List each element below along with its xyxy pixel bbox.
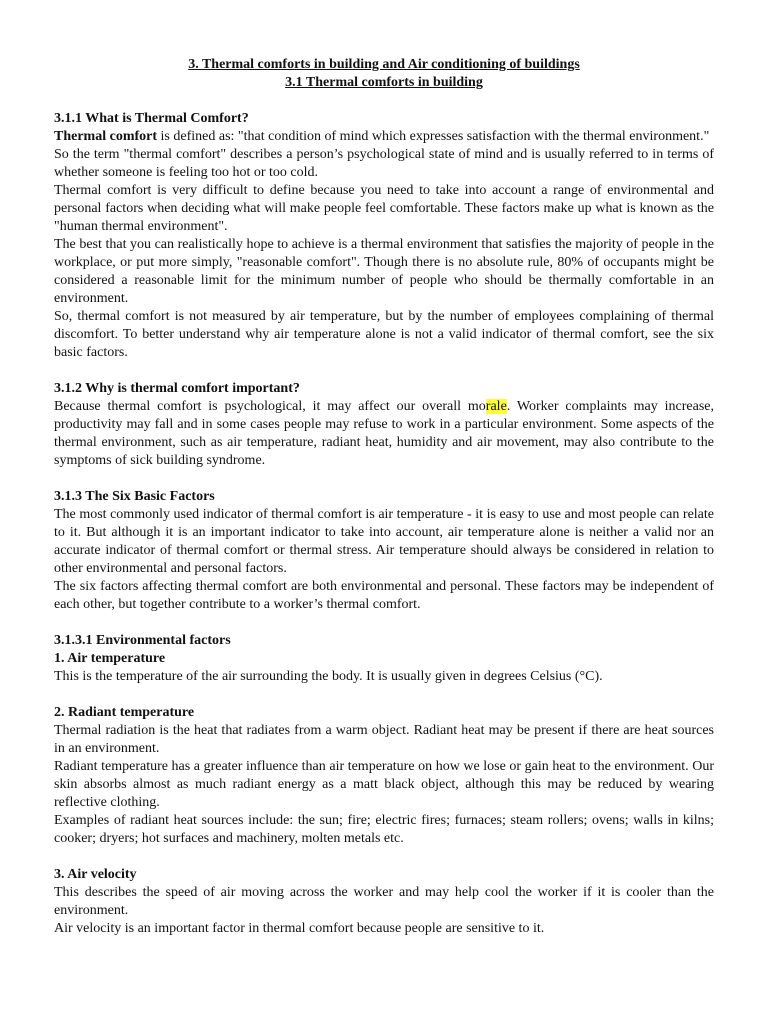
text-segment: . Worker complaints may increase, productivity may fall and in some cases people may refuse to work in a particular environment. Some aspects of the thermal environment, such as air temperature, radiant heat, humidity and air movement, may also contribute to the symptoms of sick building syndrome. — [54, 399, 714, 468]
heading-why-important: 3.1.2 Why is thermal comfort important? — [54, 381, 300, 396]
paragraph-air-velocity-description: This describes the speed of air moving across the worker and may help cool the worker if it is cooler than the environment. — [54, 885, 714, 918]
spacer — [54, 362, 714, 380]
spacer — [54, 614, 714, 632]
paragraph-six-factors: The six factors affecting thermal comfort are both environmental and personal. These factors may be independent of each other, but together contribute to a worker’s thermal comfort. — [54, 579, 714, 612]
spacer — [54, 848, 714, 866]
paragraph-air-velocity-importance: Air velocity is an important factor in thermal comfort because people are sensitive to it. — [54, 921, 545, 936]
heading-radiant-temperature: 2. Radiant temperature — [54, 705, 195, 720]
heading-environmental-factors: 3.1.3.1 Environmental factors — [54, 633, 231, 648]
paragraph-radiant-influence: Radiant temperature has a greater influence than air temperature on how we lose or gain heat to the environment. Our skin absorbs almost as much radiant energy as a matt black object, although this may be reduced by wearing reflective clothing. — [54, 759, 714, 810]
paragraph-difficult-to-define: Thermal comfort is very difficult to define because you need to take into account a range of environmental and personal factors when deciding what will make people feel comfortable. These factors make up what is known as the "human thermal environment". — [54, 183, 714, 234]
paragraph-radiant-sources: Examples of radiant heat sources include: the sun; fire; electric fires; furnaces; steam rollers; ovens; walls in kilns; cooker; dryers; hot surfaces and machinery, molten metals etc. — [54, 813, 714, 846]
paragraph-not-measured-by-temperature: So, thermal comfort is not measured by air temperature, but by the number of employees complaining of thermal discomfort. To better understand why air temperature alone is not a valid indicator of thermal comfort, see the six basic factors. — [54, 309, 714, 360]
heading-six-basic-factors: 3.1.3 The Six Basic Factors — [54, 489, 215, 504]
paragraph-air-temperature: This is the temperature of the air surrounding the body. It is usually given in degrees Celsius (°C). — [54, 669, 603, 684]
document-title: 3. Thermal comforts in building and Air conditioning of buildings — [188, 57, 580, 72]
text-segment: Because thermal comfort is psychological, it may affect our overall mo — [54, 399, 486, 414]
heading-air-temperature: 1. Air temperature — [54, 651, 166, 666]
paragraph-air-temperature-indicator: The most commonly used indicator of thermal comfort is air temperature - it is easy to use and most people can relate to it. But although it is an important indicator to take into account, air temperature alone is neither a valid nor an accurate indicator of thermal comfort or thermal stress. Air temperature should always be considered in relation to other environmental and personal factors. — [54, 507, 714, 576]
spacer — [54, 470, 714, 488]
highlighted-text: rale — [485, 399, 507, 414]
term-thermal-comfort: Thermal comfort — [54, 129, 158, 144]
paragraph-psychological: So the term "thermal comfort" describes a person’s psychological state of mind and is usually referred to in terms of whether someone is feeling too hot or too cold. — [54, 147, 714, 180]
spacer — [54, 92, 714, 110]
paragraph-why-important — [54, 398, 714, 470]
paragraph-definition — [54, 128, 714, 146]
definition-text: is defined as: "that condition of mind which expresses satisfaction with the thermal environment." — [157, 129, 710, 144]
spacer — [54, 686, 714, 704]
paragraph-reasonable-comfort: The best that you can realistically hope to achieve is a thermal environment that satisfies the majority of people in the workplace, or put more simply, "reasonable comfort". Though there is no absolute rule, 80% of occupants might be considered a reasonable limit for the minimum number of people who should be thermally comfortable in an environment. — [54, 237, 714, 306]
heading-what-is-thermal-comfort: 3.1.1 What is Thermal Comfort? — [54, 111, 249, 126]
section-title: 3.1 Thermal comforts in building — [285, 75, 483, 90]
paragraph-thermal-radiation: Thermal radiation is the heat that radiates from a warm object. Radiant heat may be present if there are heat sources in an environment. — [54, 723, 714, 756]
document-page — [54, 56, 714, 938]
heading-air-velocity: 3. Air velocity — [54, 867, 137, 882]
